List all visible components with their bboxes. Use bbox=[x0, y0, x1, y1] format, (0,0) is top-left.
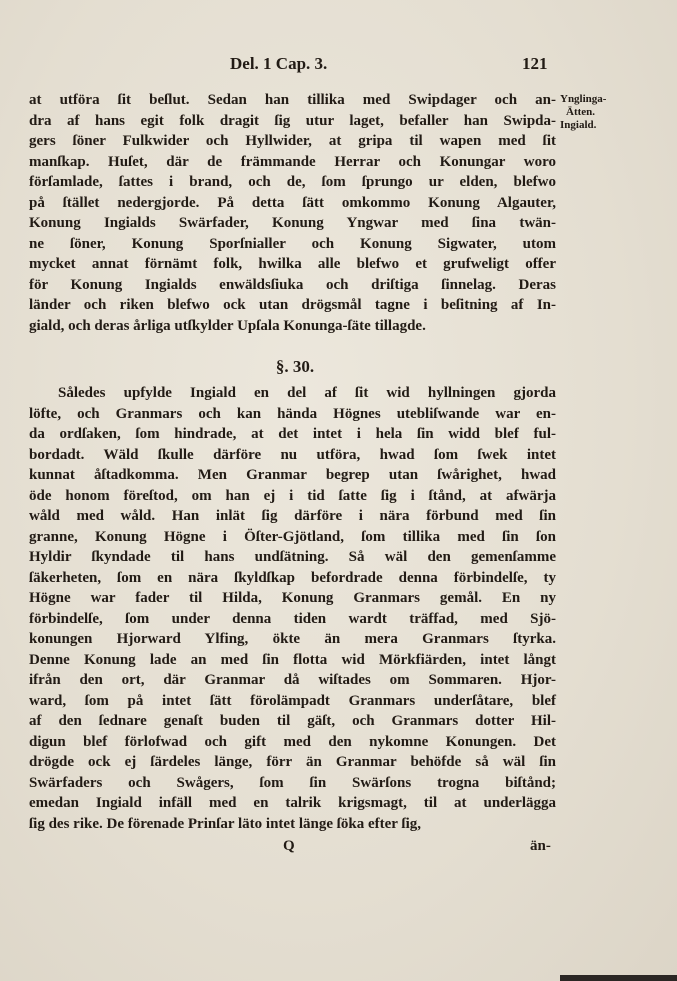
text-line: mycket annat förnämt folk, hwilka alle blefwo et grufweligt offer bbox=[29, 256, 556, 272]
text-line: drögde ock ej ſärdeles länge, förr än Granmar behöfde så wäl ſin bbox=[29, 754, 556, 770]
margin-note-line: Ynglinga- bbox=[560, 93, 607, 105]
text-line: på ſtället nedergjorde. På detta ſätt omkommo Konung Algauter, bbox=[29, 194, 556, 211]
margin-note-line: Ingiald. bbox=[560, 119, 597, 131]
text-line: giald, och deras årliga utſkylder Upſala Konunga-ſäte tillagde. bbox=[29, 317, 426, 334]
text-line: ſig des rike. De förenade Prinſar läto intet länge ſöka efter ſig, bbox=[29, 815, 422, 832]
text-line: länder och riken blefwo ock utan drögsmål tagne i beſitning af In- bbox=[29, 297, 556, 313]
page-number: 121 bbox=[522, 54, 548, 73]
text-line: ne ſöner, Konung Sporſnialler och Konung Sigwater, utom bbox=[29, 235, 556, 252]
text-line: ward, ſom på intet ſätt förolämpadt Granmars underſåtare, blef bbox=[29, 692, 556, 709]
catchword: än- bbox=[530, 838, 551, 854]
section-heading: §. 30. bbox=[275, 357, 315, 376]
text-line: bordadt. Wäld ſkulle därföre nu utföra, hwad ſom ſwek intet bbox=[29, 446, 556, 463]
text-line: ifrån den ort, där Granmar då wiſtades om Sommaren. Hjor- bbox=[29, 672, 556, 688]
text-line: ſäkerheten, ſom en nära ſkyldſkap befordrade denna förbindelſe, ty bbox=[29, 569, 556, 586]
margin-note-line: Ätten. bbox=[566, 106, 596, 118]
text-line: Hyldir ſkyndade til hans undſätning. Så wäl den gemenſamme bbox=[29, 549, 556, 565]
text-line: dra af hans egit folk dragit ſig utur laget, befaller han Swipda- bbox=[29, 112, 556, 129]
text-line: at utföra ſit beſlut. Sedan han tillika med Swipdager och an- bbox=[29, 92, 556, 108]
signature-mark: Q bbox=[283, 838, 295, 854]
text-line: kunnat åſtadkomma. Men Granmar begrep utan ſwårighet, hwad bbox=[29, 467, 556, 483]
text-line: gers ſöner Fulkwider och Hyllwider, at gripa til wapen med ſit bbox=[29, 133, 556, 149]
text-line: da ordſaken, ſom hindrade, at det intet i hela ſin widd blef ful- bbox=[29, 426, 556, 442]
text-line: Således upfylde Ingiald en del af ſit wid hyllningen gjorda bbox=[58, 385, 556, 401]
text-line: löfte, och Granmars och kan hända Högnes utebliſwande war en- bbox=[29, 405, 556, 422]
text-line: Swärfaders och Swågers, ſom ſin Swärſons trogna biſtånd; bbox=[29, 774, 556, 791]
text-line: Denne Konung lade an med ſin flotta wid Mörkfiärden, intet långt bbox=[29, 651, 556, 668]
text-line: manſkap. Huſet, där de främmande Herrar och Konungar woro bbox=[29, 153, 556, 170]
scan-edge bbox=[560, 975, 677, 981]
paragraph-1 bbox=[29, 90, 556, 336]
text-line: digun blef förlofwad och gift med den nykomne Konungen. Det bbox=[29, 733, 556, 750]
text-line: öde honom föreſtod, om han ej i tid ſatte ſig i ſtånd, at afwärja bbox=[29, 487, 556, 504]
text-line: för Konung Ingialds enwäldsſiuka och driſtiga ſinnelag. Deras bbox=[29, 276, 556, 293]
text-line: wåld med wåld. Han inlät ſig därföre i nära förbund med ſin bbox=[29, 508, 556, 524]
text-line: granne, Konung Högne i Öſter-Gjötland, ſom tillika med ſin ſon bbox=[29, 528, 556, 545]
text-line: Högne war fader til Hilda, Konung Granmars gemål. En ny bbox=[29, 590, 556, 606]
text-line: af den ſednare genaſt buden til gäſt, och Granmars dotter Hil- bbox=[29, 713, 556, 729]
text-line: konungen Hjorward Ylfing, ökte än mera Granmars ſtyrka. bbox=[29, 631, 556, 647]
paragraph-2 bbox=[29, 383, 556, 834]
text-line: förſamlade, ſattes i brand, och de, ſom ſprungo ur elden, blefwo bbox=[29, 174, 556, 190]
text-line: Konung Ingialds Swärfader, Konung Yngwar med ſina twän- bbox=[29, 215, 556, 231]
margin-note bbox=[560, 93, 606, 132]
text-line: förbindelſe, ſom under denna tiden wardt träffad, med Sjö- bbox=[29, 610, 556, 627]
running-head: Del. 1 Cap. 3. bbox=[230, 54, 328, 73]
text-line: emedan Ingiald infäll med en talrik krigsmagt, til at underlägga bbox=[29, 795, 556, 811]
